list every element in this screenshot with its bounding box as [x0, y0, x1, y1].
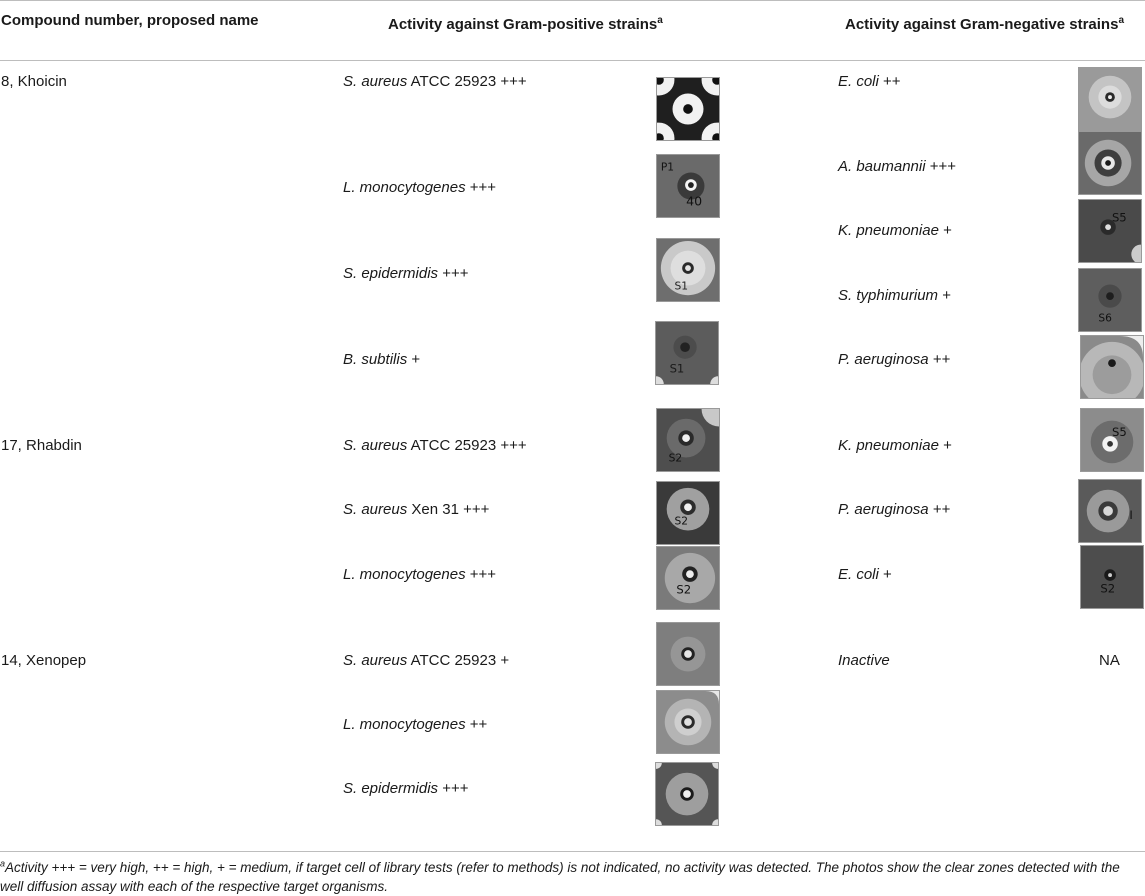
photo-label: S2	[1100, 581, 1116, 596]
negative-inactive-label: Inactive	[838, 652, 890, 669]
positive-strain-entry: S. epidermidis +++	[343, 780, 469, 797]
photo-label: S6	[1098, 311, 1112, 325]
negative-na-label: NA	[1099, 652, 1120, 669]
positive-strain-entry: L. monocytogenes +++	[343, 179, 497, 196]
compound-name: 17, Rhabdin	[1, 437, 82, 454]
photo-label: S1	[674, 279, 688, 293]
negative-strain-entry: E. coli ++	[838, 73, 901, 90]
positive-strain-entry: S. aureus ATCC 25923 +	[343, 652, 510, 669]
footnote	[0, 858, 1140, 896]
photo-label: S2	[674, 514, 688, 528]
positive-strain-entry: L. monocytogenes ++	[343, 716, 488, 733]
header-gram-negative: Activity against Gram-negative strains$^a$	[845, 15, 1124, 33]
header-rule	[0, 60, 1145, 61]
zone-photo	[1078, 199, 1142, 263]
zone-photo	[656, 481, 720, 545]
zone-photo	[655, 321, 719, 385]
photo-label: S5	[1112, 425, 1127, 440]
negative-strain-entry: A. baumannii +++	[838, 158, 957, 175]
zone-photo	[1078, 479, 1142, 543]
positive-strain-entry: B. subtilis +	[343, 351, 421, 368]
zone-photo	[1078, 67, 1142, 131]
negative-strain-entry: K. pneumoniae +	[838, 222, 952, 239]
zone-photo	[656, 238, 720, 302]
footnote-marker: a	[0, 858, 6, 869]
zone-photo	[656, 546, 720, 610]
zone-photo	[656, 77, 720, 141]
negative-strain-entry: E. coli +	[838, 566, 892, 583]
zone-photo	[1078, 131, 1142, 195]
photo-label: P1	[660, 160, 675, 174]
zone-photo	[655, 762, 719, 826]
top-rule	[0, 0, 1145, 1]
negative-strain-entry: P. aeruginosa ++	[838, 351, 951, 368]
photo-label: I	[1129, 507, 1133, 522]
photo-label: S1	[669, 361, 685, 376]
positive-strain-entry: S. aureus ATCC 25923 +++	[343, 73, 527, 90]
positive-strain-entry: L. monocytogenes +++	[343, 566, 497, 583]
zone-photo	[1080, 408, 1144, 472]
zone-photo	[656, 408, 720, 472]
positive-strain-entry: S. aureus ATCC 25923 +++	[343, 437, 527, 454]
footnote-text: Activity +++ = very high, ++ = high, + = medium, if target cell of library tests (refer to methods) is not indicated, no activity was detected. The photos show the clear zones detected with the well diffusion assay with each of the respective target organisms.	[0, 860, 1120, 894]
zone-photo	[1080, 545, 1144, 609]
header-gram-positive: Activity against Gram-positive strains$^a$	[388, 15, 663, 33]
negative-strain-entry: S. typhimurium +	[838, 287, 951, 304]
negative-strain-entry: P. aeruginosa ++	[838, 501, 951, 518]
photo-label: S5	[1111, 210, 1127, 225]
compound-name: 8, Khoicin	[1, 73, 67, 90]
positive-strain-entry: S. epidermidis +++	[343, 265, 469, 282]
photo-label: 40	[686, 193, 703, 209]
bottom-rule	[0, 851, 1145, 852]
header-compound: Compound number, proposed name	[1, 12, 259, 29]
compound-name: 14, Xenopep	[1, 652, 87, 669]
photo-label: S2	[668, 451, 683, 465]
zone-photo	[1080, 335, 1144, 399]
photo-label: S2	[676, 582, 692, 597]
zone-photo	[656, 690, 720, 754]
positive-strain-entry: S. aureus Xen 31 +++	[343, 501, 490, 518]
zone-photo	[1078, 268, 1142, 332]
negative-strain-entry: K. pneumoniae +	[838, 437, 952, 454]
zone-photo	[656, 154, 720, 218]
zone-photo	[656, 622, 720, 686]
